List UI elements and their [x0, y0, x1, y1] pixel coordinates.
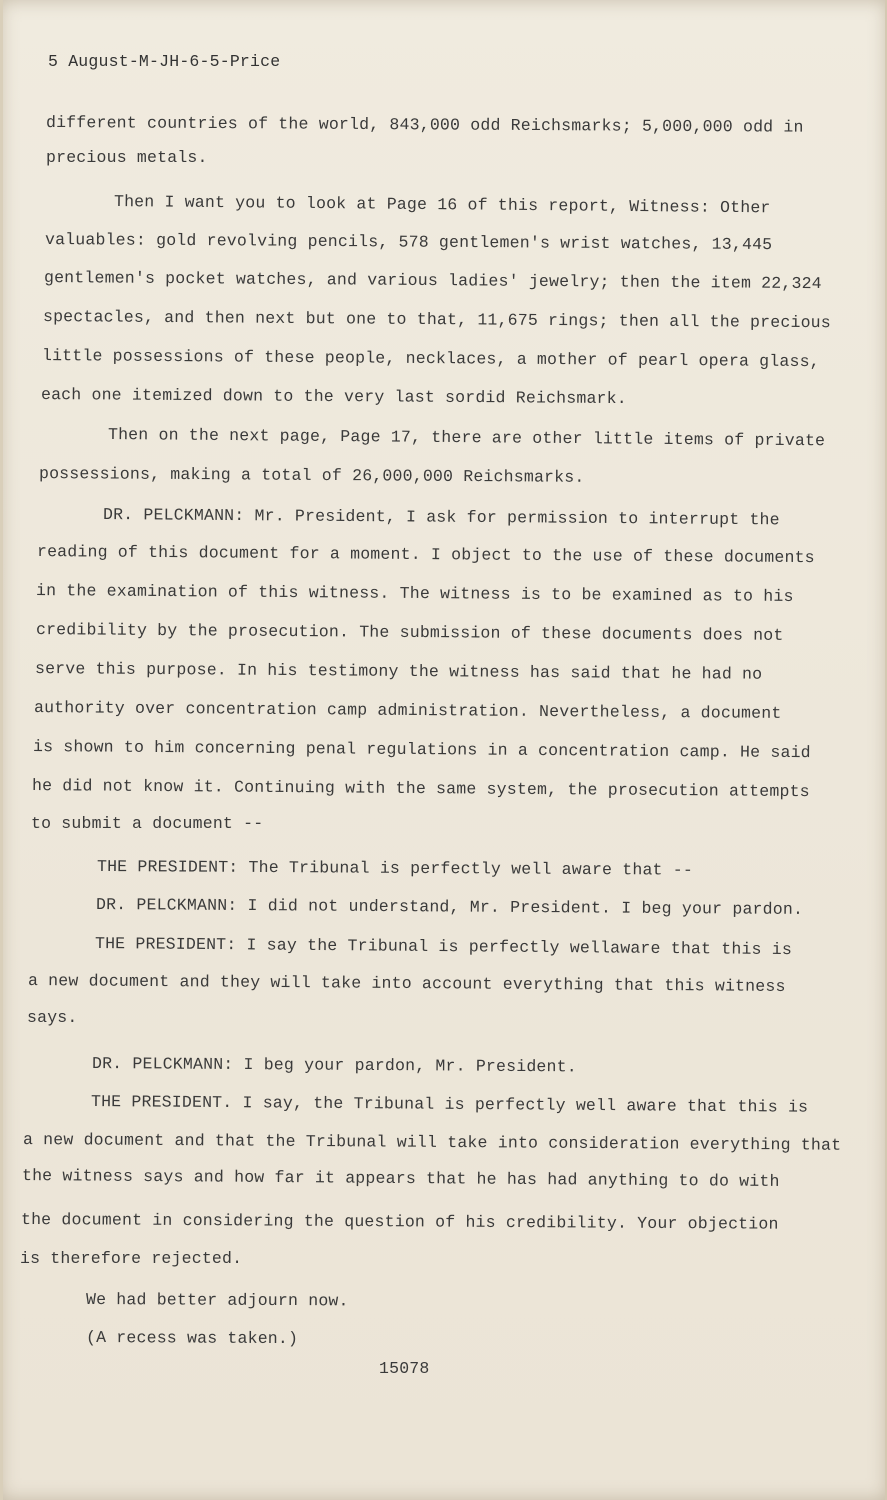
text-line: each one itemized down to the very last sordid Reichsmark. — [40, 385, 627, 409]
text-line: (A recess was taken.) — [85, 1328, 299, 1349]
text-line: THE PRESIDENT. I say, the Tribunal is perfectly well aware that this is — [90, 1092, 809, 1117]
text-line: different countries of the world, 843,000 odd Reichsmarks; 5,000,000 odd in — [45, 113, 804, 137]
text-line: in the examination of this witness. The witness is to be examined as to his — [35, 581, 794, 606]
text-line: possessions, making a total of 26,000,000 Reichsmarks. — [38, 464, 585, 487]
text-line: little possessions of these people, necklaces, a mother of pearl opera glass, — [41, 346, 820, 372]
text-line: serve this purpose. In his testimony the witness has said that he had no — [34, 659, 763, 684]
text-line: a new document and that the Tribunal will take into consideration everything that — [22, 1130, 842, 1155]
text-line: credibility by the prosecution. The submission of these documents does not — [35, 620, 784, 645]
text-line: to submit a document -- — [31, 814, 264, 833]
text-line: gentlemen's pocket watches, and various ladies' jewelry; then the item 22,324 — [43, 268, 822, 294]
text-line: precious metals. — [46, 148, 208, 167]
text-line: reading of this document for a moment. I object to the use of these documents — [36, 542, 815, 568]
text-line: a new document and they will take into account everything that this witness — [27, 971, 786, 996]
text-line: is shown to him concerning penal regulations in a concentration camp. He said — [32, 737, 811, 763]
page-number: 15078 — [379, 1359, 430, 1378]
text-line: authority over concentration camp administration. Nevertheless, a document — [33, 698, 782, 723]
text-line: valuables: gold revolving pencils, 578 gentlemen's wrist watches, 13,445 — [44, 230, 773, 255]
text-line: the document in considering the question of his credibility. Your objection — [20, 1210, 779, 1234]
text-line: the witness says and how far it appears that he has had anything to do with — [21, 1166, 780, 1191]
text-line: Then on the next page, Page 17, there are other little items of private — [107, 425, 826, 451]
text-line: DR. PELCKMANN: I did not understand, Mr. President. I beg your pardon. — [95, 895, 804, 919]
text-line: We had better adjourn now. — [85, 1290, 349, 1311]
text-line: spectacles, and then next but one to that, 11,675 rings; then all the precious — [42, 307, 831, 333]
text-line: DR. PELCKMANN: I beg your pardon, Mr. President. — [91, 1054, 577, 1077]
page-header: 5 August-M-JH-6-5-Price — [48, 52, 281, 71]
text-line: is therefore rejected. — [20, 1249, 243, 1268]
text-line: DR. PELCKMANN: Mr. President, I ask for permission to interrupt the — [102, 505, 780, 530]
text-line: says. — [27, 1008, 78, 1027]
text-line: he did not know it. Continuing with the same system, the prosecution attempts — [31, 776, 810, 802]
text-line: THE PRESIDENT: The Tribunal is perfectly well aware that -- — [96, 857, 694, 880]
text-line: THE PRESIDENT: I say the Tribunal is perfectly wellaware that this is — [94, 934, 793, 960]
text-line: Then I want you to look at Page 16 of this report, Witness: Other — [113, 192, 771, 218]
